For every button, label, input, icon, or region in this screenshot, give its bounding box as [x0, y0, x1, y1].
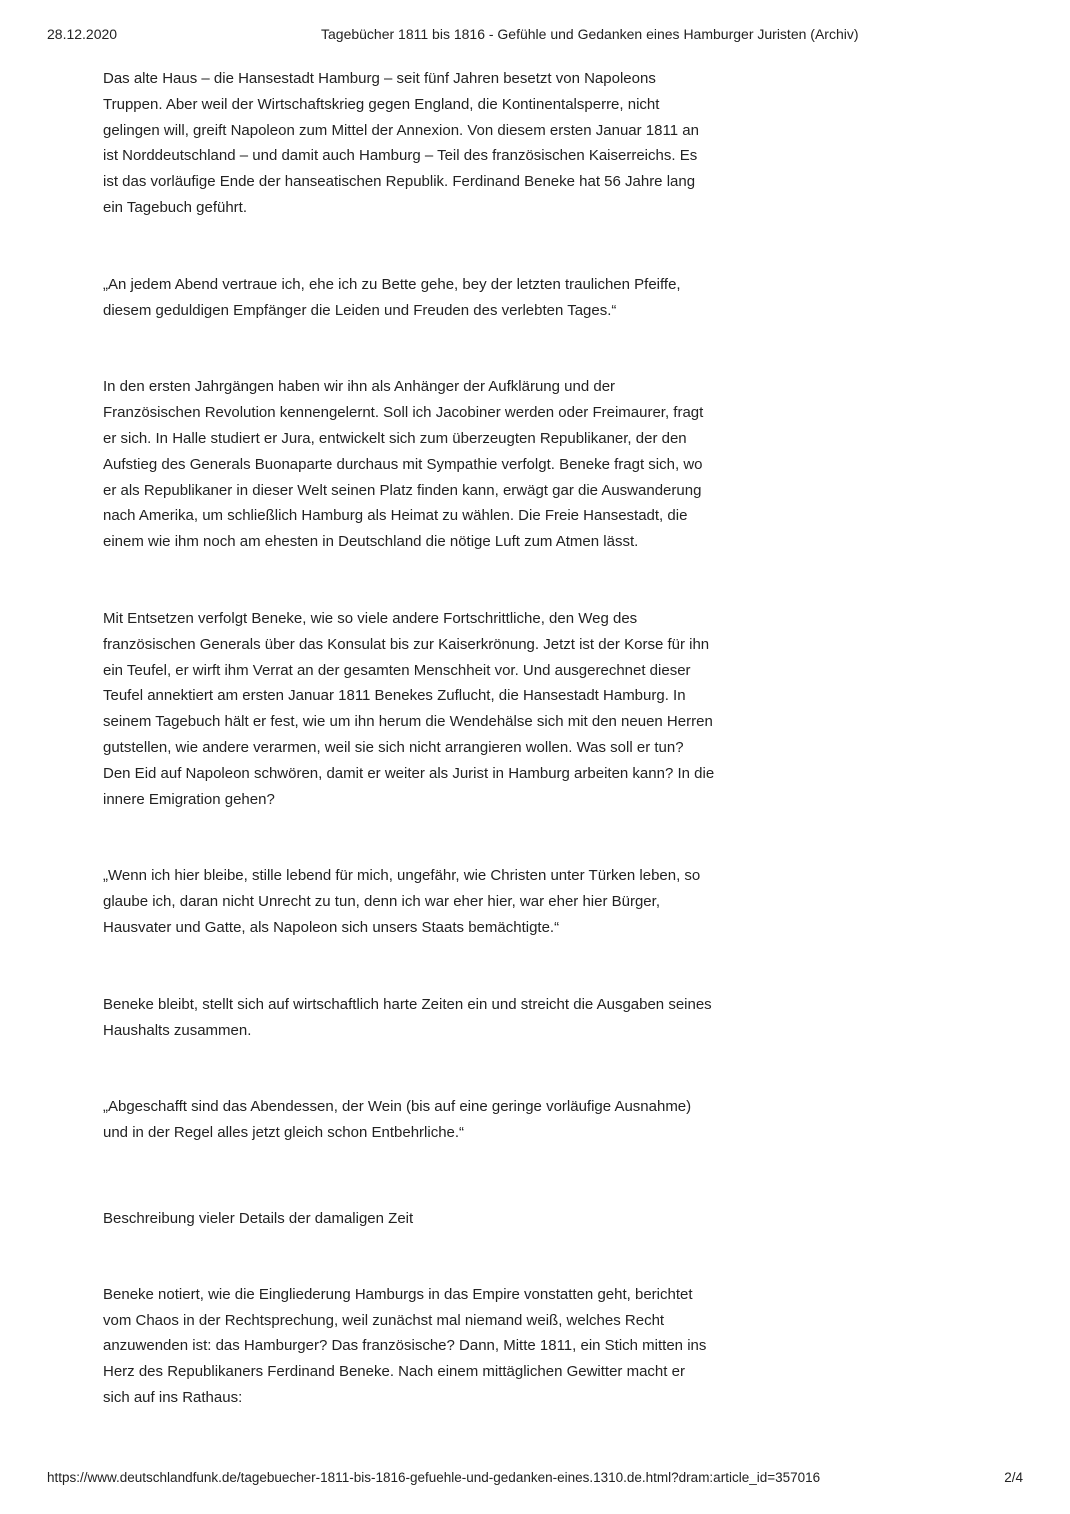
paragraph: In den ersten Jahrgängen haben wir ihn als Anhänger der Aufklärung und der Französischen Revolution kennengelernt. Soll ich Jacobiner werden oder Freimaurer, fragt er sich. In Halle studiert er Jura, entwickelt sich zum überzeugten Republikaner, der den Aufstieg des Generals Buonaparte durchaus mit Sympathie verfolgt. Beneke fragt sich, wo er als Republikaner in dieser Welt seinen Platz finden kann, erwägt gar die Auswanderung nach Amerika, um schließlich Hamburg als Heimat zu wählen. Die Freie Hansestadt, die einem wie ihm noch am ehesten in Deutschland die nötige Luft zum Atmen lässt. — [103, 378, 704, 551]
print-footer — [47, 1470, 1023, 1490]
article-body — [103, 66, 715, 1411]
source-url: https://www.deutschlandfunk.de/tagebuecher-1811-bis-1816-gefuehle-und-gedanken-eines.1310.de.html?dram:article_id=357016 — [47, 1470, 821, 1485]
paragraph: Beneke bleibt, stellt sich auf wirtschaftlich harte Zeiten ein und streicht die Ausgaben seines Haushalts zusammen. — [103, 995, 712, 1039]
paragraph: Beneke notiert, wie die Eingliederung Hamburgs in das Empire vonstatten geht, berichtet vom Chaos in der Rechtsprechung, weil zunächst mal niemand weiß, welches Recht anzuwenden ist: das Hamburger? Das französische? Dann, Mitte 1811, ein Stich mitten ins Herz des Republikaners Ferdinand Beneke. Nach einem mittäglichen Gewitter macht er sich auf ins Rathaus: — [103, 1285, 707, 1406]
quote: „Wenn ich hier bleibe, stille lebend für mich, ungefähr, wie Christen unter Türken leben, so glaube ich, daran nicht Unrecht zu tun, denn ich war eher hier, war eher hier Bürger, Hausvater und Gatte, als Napoleon sich unsers Staats bemächtigte.“ — [103, 867, 701, 936]
paragraph: Mit Entsetzen verfolgt Beneke, wie so viele andere Fortschrittliche, den Weg des französischen Generals über das Konsulat bis zur Kaiserkrönung. Jetzt ist der Korse für ihn ein Teufel, er wirft ihm Verrat an der gesamten Menschheit vor. Und ausgerechnet dieser Teufel annektiert am ersten Januar 1811 Benekes Zuflucht, die Hansestadt Hamburg. In seinem Tagebuch hält er fest, wie um ihn herum die Wendehälse sich mit den neuen Herren gutstellen, wie andere verarmen, weil sie sich nicht arrangieren wollen. Was soll er tun? Den Eid auf Napoleon schwören, damit er weiter als Jurist in Hamburg arbeiten kann? In die innere Emigration gehen? — [103, 609, 715, 808]
page-number: 2/4 — [1004, 1470, 1023, 1485]
quote: „Abgeschafft sind das Abendessen, der Wein (bis auf eine geringe vorläufige Ausnahme) und in der Regel alles jetzt gleich schon Entbehrliche.“ — [103, 1098, 692, 1142]
print-header — [47, 26, 1023, 46]
subheading: Beschreibung vieler Details der damaligen Zeit — [103, 1209, 414, 1227]
document-title: Tagebücher 1811 bis 1816 - Gefühle und Gedanken eines Hamburger Juristen (Archiv) — [321, 26, 859, 42]
quote: „An jedem Abend vertraue ich, ehe ich zu Bette gehe, bey der letzten traulichen Pfeiffe, diesem geduldigen Empfänger die Leiden und Freuden des verlebten Tages.“ — [103, 275, 681, 319]
print-date: 28.12.2020 — [47, 26, 118, 42]
paragraph: Das alte Haus – die Hansestadt Hamburg – seit fünf Jahren besetzt von Napoleons Truppen. Aber weil der Wirtschaftskrieg gegen England, die Kontinentalsperre, nicht gelingen will, greift Napoleon zum Mittel der Annexion. Von diesem ersten Januar 1811 an ist Norddeutschland – und damit auch Hamburg – Teil des französischen Kaiserreichs. Es ist das vorläufige Ende der hanseatischen Republik. Ferdinand Beneke hat 56 Jahre lang ein Tagebuch geführt. — [103, 70, 699, 216]
